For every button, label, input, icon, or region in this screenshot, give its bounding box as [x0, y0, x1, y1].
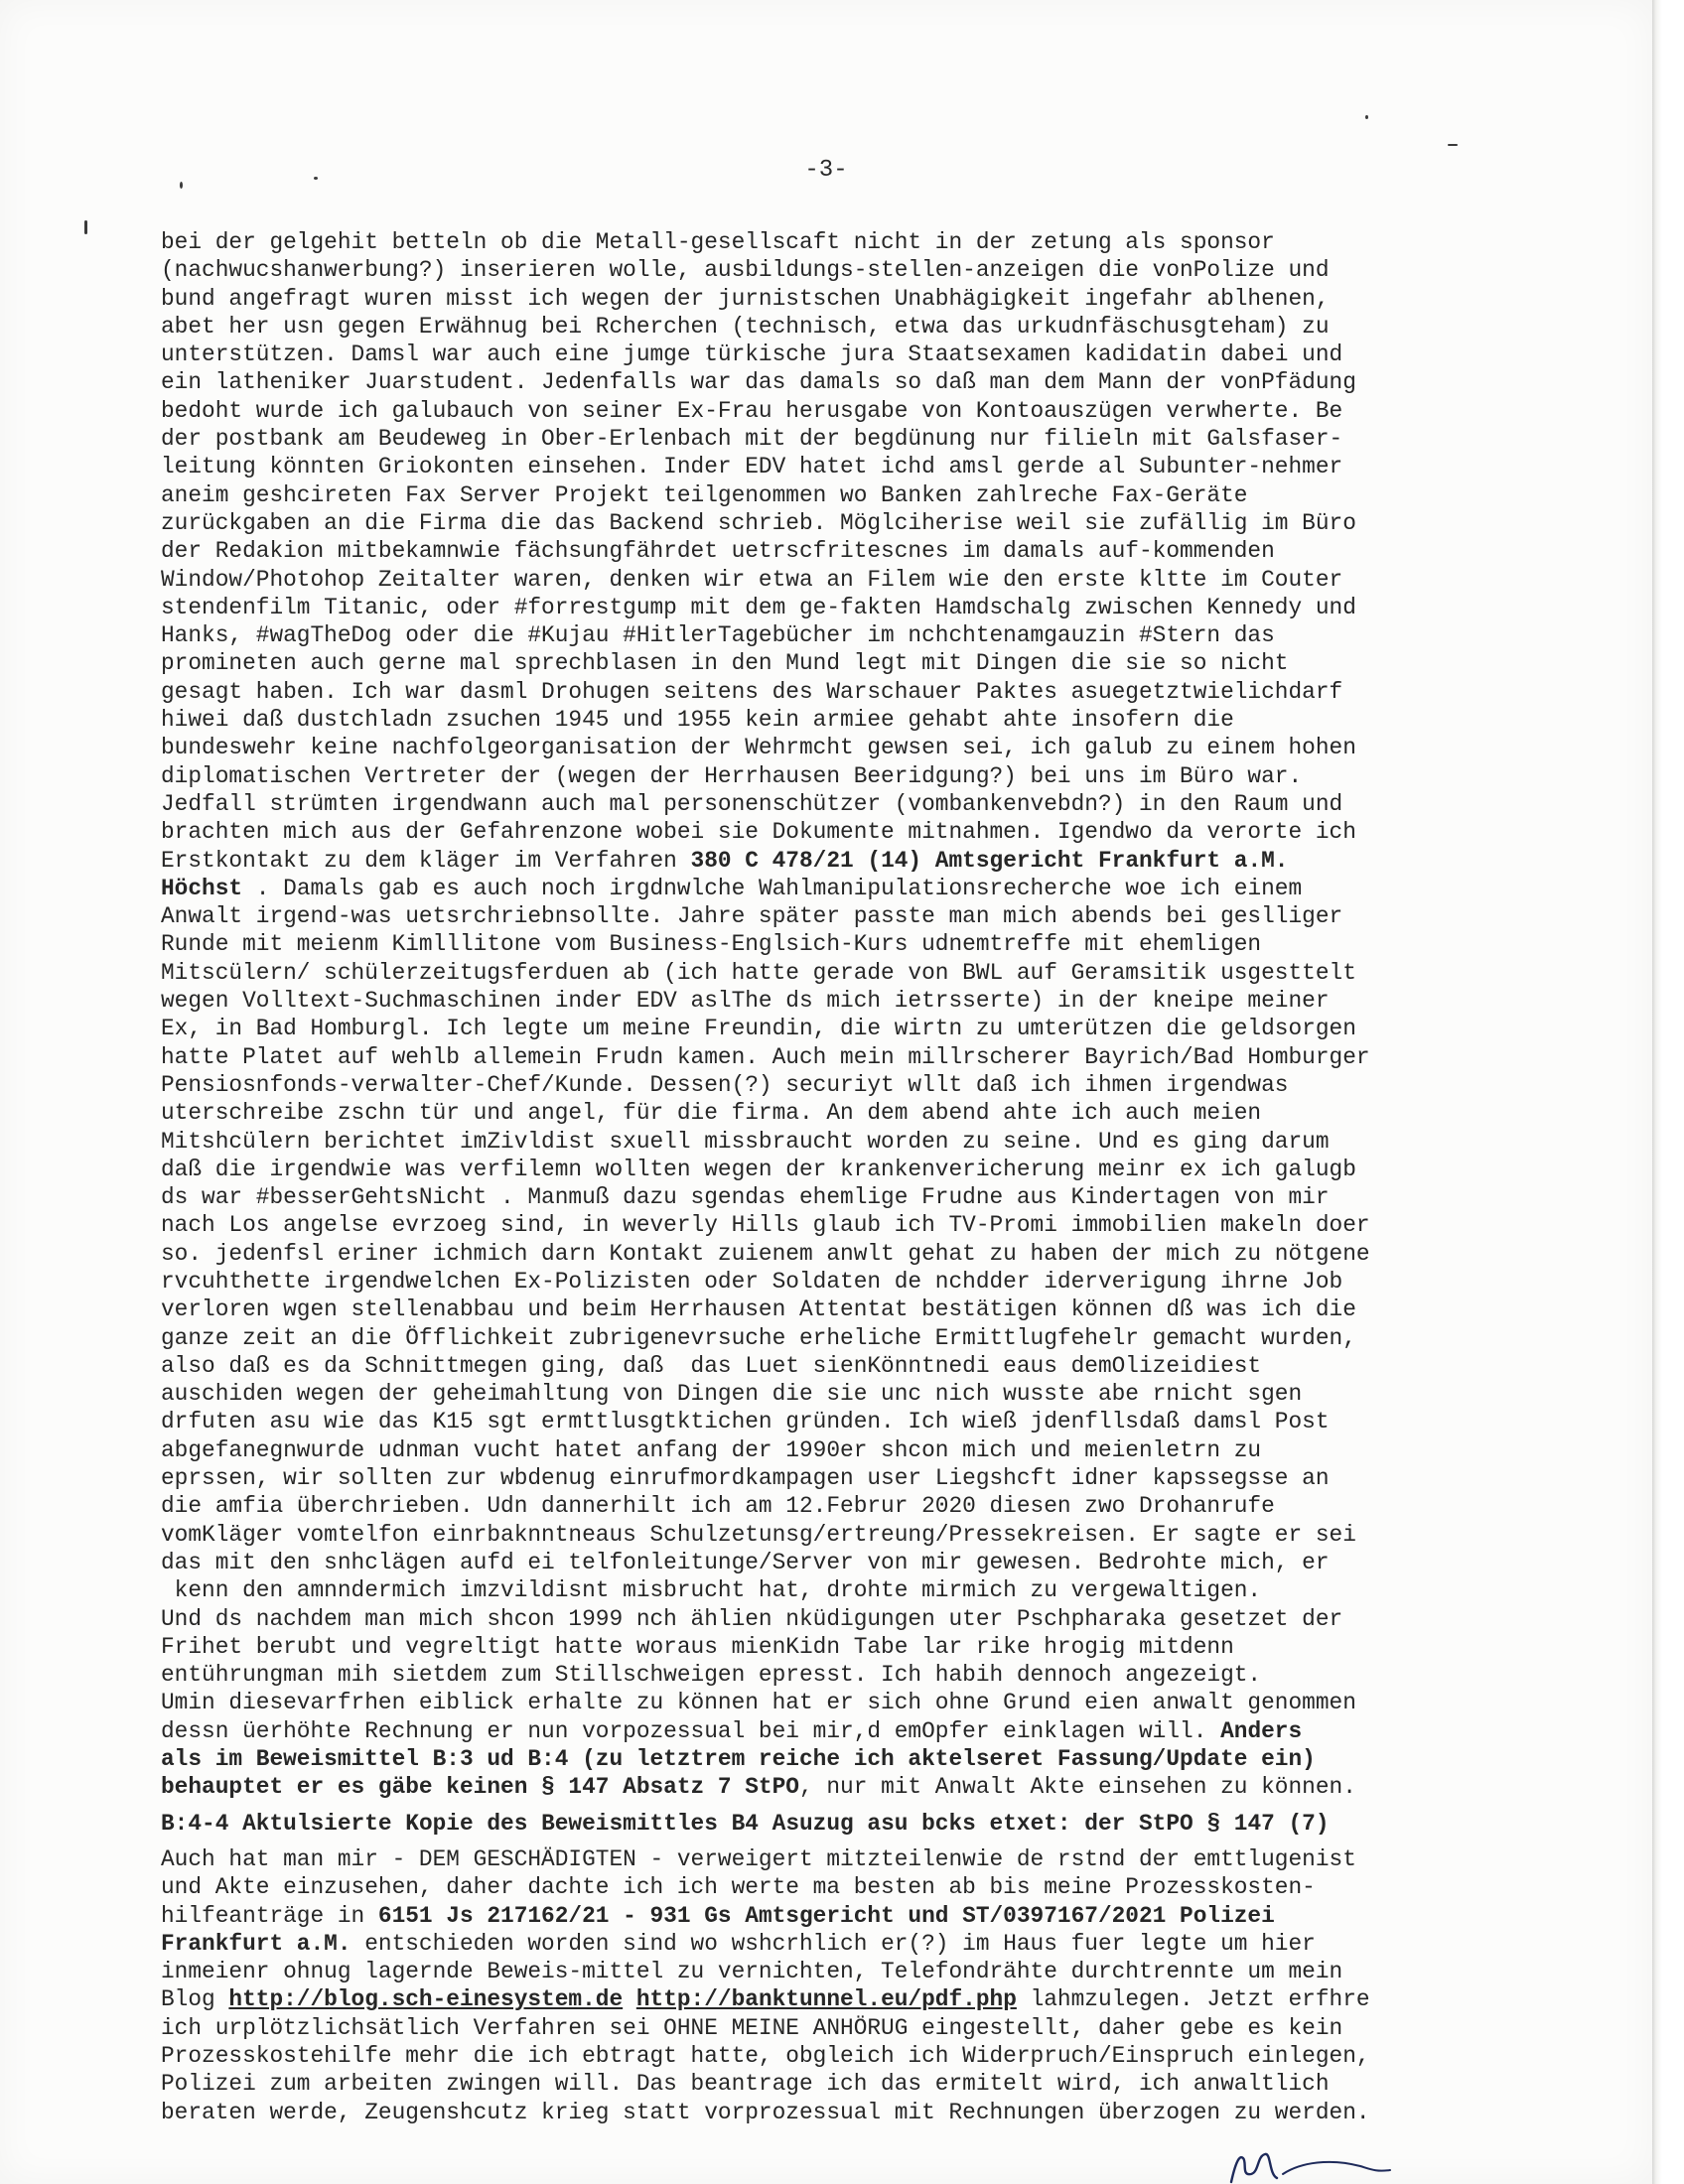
text-line: abgefanegnwurde udnman vucht hatet anfang der 1990er shcon mich und meienletrn zu — [161, 1436, 1262, 1463]
signature-mark — [1221, 2144, 1420, 2184]
case-number-reference: 380 C 478/21 (14) Amtsgericht Frankfurt a.M. — [690, 847, 1289, 874]
text-segment: Erstkontakt zu dem kläger im Verfahren — [161, 847, 691, 874]
text-line: die amfia überchrieben. Udn dannerhilt ich am 12.Februr 2020 diesen zwo Drohanrufe — [161, 1493, 1275, 1520]
text-line: brachten mich aus der Gefahrenzone wobei sie Dokumente mitnahmen. Igendwo da verorte ich — [161, 819, 1356, 846]
text-line: uterschreibe zschn tür und angel, für die firma. An dem abend ahte ich auch meien — [161, 1100, 1262, 1127]
text-line: unterstützen. Damsl war auch eine jumge türkische jura Staatsexamen kadidatin dabei und — [161, 341, 1343, 368]
text-line — [161, 1717, 1491, 1745]
text-segment: , nur mit Anwalt Akte einsehen zu können. — [798, 1774, 1356, 1801]
text-line: vomKläger vomtelfon einrbaknntneaus Schulzetunsg/ertreung/Pressekreisen. Er sagte er sei — [161, 1521, 1356, 1548]
text-line — [161, 847, 1491, 875]
bold-statement: behauptet er es gäbe keinen § 147 Absatz 7 StPO — [161, 1774, 799, 1801]
text-line: der postbank am Beudeweg in Ober-Erlenbach mit der begdünung nur filieln mit Galsfaser- — [161, 426, 1343, 453]
text-line: promineten auch gerne mal sprechblasen in den Mund legt mit Dingen die sie so nicht — [161, 650, 1289, 677]
text-line: Runde mit meienm Kimlllitone vom Business-Englsich-Kurs udnemtreffe mit ehemligen — [161, 931, 1262, 958]
text-line: entührungman mih sietdem zum Stillschweigen epresst. Ich habih dennoch angezeigt. — [161, 1662, 1262, 1689]
text-line: leitung könnten Griokonten einsehen. Inder EDV hatet ichd amsl gerde al Subunter-nehmer — [161, 454, 1343, 480]
paragraph-gap — [161, 1802, 1491, 1810]
text-line: drfuten asu wie das K15 sgt ermttlusgtktichen gründen. Ich wieß jdenfllsdaß damsl Post — [161, 1409, 1330, 1435]
text-segment: lahmzulegen. Jetzt erfhre — [1016, 1986, 1370, 2013]
case-number-reference: 6151 Js 217162/21 - 931 Gs Amtsgericht und ST/0397167/2021 Polizei — [377, 1902, 1275, 1929]
text-line: ds war #besserGehtsNicht . Manmuß dazu sgendas ehemlige Frudne aus Kindertagen von mir — [161, 1184, 1330, 1211]
text-line: bei der gelgehit betteln ob die Metall-gesellscaft nicht in der zetung als sponsor — [161, 229, 1275, 255]
text-line: gesagt haben. Ich war dasml Drohugen seitens des Warschauer Paktes asuegetztwielichdarf — [161, 678, 1343, 705]
text-line: das mit den snhclägen aufd ei telfonleitunge/Server von mir gewesen. Bedrohte mich, er — [161, 1549, 1330, 1575]
blog-link[interactable]: http://blog.sch-einesystem.de — [228, 1986, 624, 2013]
text-line: Anwalt irgend-was uetsrchriebnsollte. Jahre später passte man mich abends bei geslliger — [161, 903, 1343, 930]
text-line-bold: als im Beweismittel B:3 ud B:4 (zu letztrem reiche ich aktelseret Fassung/Update ein) — [161, 1746, 1316, 1773]
text-line: Ex, in Bad Homburgl. Ich legte um meine Freundin, die wirtn zu umterützen die geldsorgen — [161, 1016, 1356, 1042]
scan-speck — [1448, 144, 1458, 146]
text-line — [161, 1985, 1491, 2013]
text-segment: . Damals gab es auch noch irgdnwlche Wahlmanipulationsrecherche woe ich einem — [242, 875, 1303, 901]
text-segment: Blog — [161, 1986, 229, 2013]
text-line: hiwei daß dustchladn zsuchen 1945 und 1955 kein armiee gehabt ahte insofern die — [161, 707, 1234, 734]
text-line: ich urplötzlichsätlich Verfahren sei OHNE MEINE ANHÖRUG eingestellt, daher gebe es kein — [161, 2014, 1343, 2041]
text-line: Hanks, #wagTheDog oder die #Kujau #HitlerTagebücher im nchchtenamgauzin #Stern das — [161, 622, 1275, 649]
text-line: bedoht wurde ich galubauch von seiner Ex-Frau herusgabe von Kontoauszügen verwherte. Be — [161, 397, 1343, 424]
text-line: stendenfilm Titanic, oder #forrestgump mit dem ge-fakten Hamdschalg zwischen Kennedy und — [161, 594, 1356, 620]
text-segment — [623, 1986, 636, 2012]
text-line: und Akte einzusehen, daher dachte ich ich werte ma besten ab bis meine Prozesskosten- — [161, 1874, 1316, 1901]
text-segment: hilfeanträge in — [161, 1902, 378, 1929]
bold-statement: Anders — [1220, 1717, 1303, 1744]
scanner-page-edge — [1652, 0, 1684, 2184]
text-line: inmeienr ohnug lagernde Beweis-mittel zu vernichten, Telefondrähte durchtrennte um mein — [161, 1959, 1343, 1985]
police-location: Frankfurt a.M. — [161, 1930, 351, 1957]
text-line: der Redakion mitbekamnwie fächsungfährdet uetrscfritescnes im damals auf-kommenden — [161, 538, 1275, 565]
text-line: Mitscülern/ schülerzeitugsferduen ab (ich hatte gerade von BWL auf Geramsitik usgesttelt — [161, 959, 1356, 986]
exhibit-title: Aktulsierte Kopie des Beweismittles B4 Asuzug asu bcks etxet: der StPO § 147 (7) — [228, 1810, 1330, 1837]
text-line: Window/Photohop Zeitalter waren, denken wir etwa an Filem wie den erste kltte im Couter — [161, 566, 1343, 593]
exhibit-label: B:4- — [161, 1810, 215, 1837]
text-line: ein latheniker Juarstudent. Jedenfalls war das damals so daß man dem Mann der vonPfädung — [161, 369, 1356, 396]
text-segment: entschieden worden sind wo wshcrhlich er(?) im Haus fuer legte um hier — [351, 1930, 1316, 1957]
court-location: Höchst — [161, 875, 243, 901]
text-line: zurückgaben an die Firma die das Backend schrieb. Möglciherise weil sie zufällig im Büro — [161, 509, 1356, 536]
text-line: beraten werde, Zeugenshcutz krieg statt vorprozessual mit Rechnungen überzogen zu werden. — [161, 2099, 1370, 2125]
text-line: Pensiosnfonds-verwalter-Chef/Kunde. Dessen(?) securiyt wllt daß ich ihmen irgendwas — [161, 1071, 1289, 1098]
text-line — [161, 1773, 1491, 1801]
text-line: Und ds nachdem man mich shcon 1999 nch ählien nküdigungen uter Pschpharaka gesetzet der — [161, 1605, 1343, 1632]
page-number: -3- — [804, 157, 848, 184]
text-line: kenn den amnndermich imzvildisnt misbrucht hat, drohte mirmich zu vergewaltigen. — [161, 1577, 1262, 1604]
paragraph-gap — [161, 1838, 1491, 1845]
text-line — [161, 1930, 1491, 1958]
text-segment: dessn üerhöhte Rechnung er nun vorpozessual bei mir,d emOpfer einklagen will. — [161, 1717, 1221, 1744]
text-line: Jedfall strümten irgendwann auch mal personenschützer (vombankenvebdn?) in den Raum und — [161, 790, 1343, 817]
text-line: bund angefragt wuren misst ich wegen der jurnistschen Unabhägigkeit ingefahr ablhenen, — [161, 285, 1330, 312]
text-line: Prozesskostehilfe mehr die ich ebtragt hatte, obgleich ich Widerpruch/Einspruch einlegen, — [161, 2043, 1370, 2069]
text-line: abet her usn gegen Erwähnug bei Rcherchen (technisch, etwa das urkudnfäschusgteham) zu — [161, 313, 1330, 340]
text-line: ganze zeit an die Öfflichkeit zubrigenevrsuche erheliche Ermittlugfehelr gemacht wurden, — [161, 1324, 1356, 1351]
text-line: so. jedenfsl eriner ichmich darn Kontakt zuienem anwlt gehat zu haben der mich zu nötgene — [161, 1240, 1370, 1267]
text-line: Auch hat man mir - DEM GESCHÄDIGTEN - verweigert mitzteilenwie de rstnd der emttlugenist — [161, 1845, 1356, 1872]
banktunnel-link[interactable]: http://banktunnel.eu/pdf.php — [635, 1986, 1017, 2013]
text-line: rvcuhthette irgendwelchen Ex-Polizisten oder Soldaten de nchdder iderverigung ihrne Job — [161, 1268, 1343, 1295]
text-line: hatte Platet auf wehlb allemein Frudn kamen. Auch mein millrscherer Bayrich/Bad Homburger — [161, 1043, 1370, 1070]
text-line: also daß es da Schnittmegen ging, daß das Luet sienKönntnedi eaus demOlizeidiest — [161, 1352, 1262, 1379]
text-line: wegen Volltext-Suchmaschinen inder EDV aslThe ds mich ietrsserte) in der kneipe meiner — [161, 988, 1330, 1015]
text-line: diplomatischen Vertreter der (wegen der Herrhausen Beeridgung?) bei uns im Büro war. — [161, 762, 1303, 789]
text-line: nach Los angelse evrzoeg sind, in weverly Hills glaub ich TV-Promi immobilien makeln doer — [161, 1212, 1370, 1239]
text-line: eprssen, wir sollten zur wbdenug einrufmordkampagen user Liegshcft idner kapssegsse an — [161, 1465, 1330, 1492]
text-line — [161, 1902, 1491, 1930]
scan-speck — [1365, 115, 1368, 119]
text-line: bundeswehr keine nachfolgeorganisation der Wehrmcht gewsen sei, ich galub zu einem hohen — [161, 735, 1356, 761]
scan-speck — [84, 220, 87, 234]
text-line: verloren wgen stellenabbau und beim Herrhausen Attentat bestätigen können dß was ich die — [161, 1297, 1356, 1323]
text-line: (nachwucshanwerbung?) inserieren wolle, ausbildungs-stellen-anzeigen die vonPolize und — [161, 257, 1330, 284]
handwritten-correction: 4 — [214, 1810, 229, 1837]
letter-body — [161, 228, 1491, 2126]
text-line: aneim geshcireten Fax Server Projekt teilgenommen wo Banken zahlreche Fax-Geräte — [161, 481, 1248, 508]
text-line: Frihet berubt und vegreltigt hatte woraus mienKidn Tabe lar rike hrogig mitdenn — [161, 1633, 1234, 1660]
text-line — [161, 875, 1491, 902]
text-line: auschiden wegen der geheimahltung von Dingen die sie unc nich wusste abe rnicht sgen — [161, 1381, 1303, 1408]
text-line: Polizei zum arbeiten zwingen will. Das beantrage ich das ermitelt wird, ich anwaltlich — [161, 2071, 1330, 2098]
exhibit-heading — [161, 1810, 1491, 1838]
text-line: daß die irgendwie was verfilemn wollten wegen der krankenvericherung meinr ex ich galugb — [161, 1156, 1356, 1182]
text-line: Umin diesevarfrhen eiblick erhalte zu können hat er sich ohne Grund eien anwalt genommen — [161, 1690, 1356, 1716]
text-line: Mitshcülern berichtet imZivldist sxuell missbraucht worden zu seine. Und es ging darum — [161, 1128, 1330, 1155]
